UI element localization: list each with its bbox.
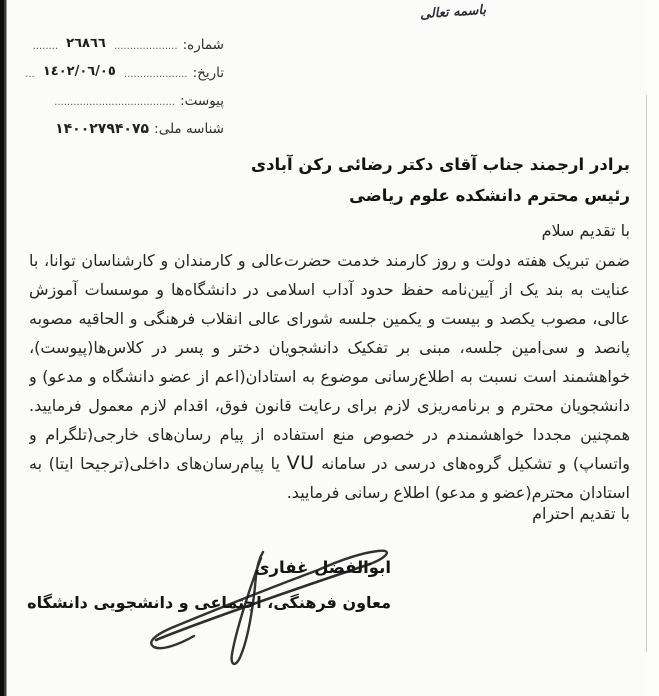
field-row-national-id	[12, 117, 224, 139]
field-row-number	[12, 33, 224, 55]
vu-system-name: VU	[286, 452, 315, 474]
signatory-block	[27, 558, 391, 613]
body-line: پانصد و سی‌امین جلسه، مبنی بر تفکیک دانشجویان دختر و پسر در کلاس‌ها(پیوست)،	[29, 338, 630, 357]
body-line: استادان محترم(عضو و مدعو) اطلاع رسانی فرمایید.	[286, 483, 630, 502]
scan-left-edge	[0, 0, 7, 696]
national-id-value: ۱۴۰۰۲۷۹۴۰۷۵	[55, 121, 150, 137]
signatory-name: ابوالفضل غفاری	[254, 558, 391, 577]
dotted-leader: ........	[32, 41, 59, 52]
recipient-block	[251, 149, 630, 211]
body-line: عالی، مصوب یکصد و بیست و یکمین جلسه شورای عالی انقلاب فرهنگی و الحاقیه مصوبه	[29, 309, 630, 328]
body-line: عنایت به بند یک از آیین‌نامه حفظ حدود آداب اسلامی در دانشگاه‌ها و موسسات آموزش	[29, 280, 630, 299]
field-row-attachment	[12, 89, 224, 111]
letterhead-fields	[12, 33, 224, 145]
scan-right-rule	[646, 95, 647, 652]
body-line-with-vu	[29, 449, 630, 478]
salutation-line: با تقدیم سلام	[541, 221, 630, 240]
body-line: ضمن تبریک هفته دولت و روز کارمند خدمت حضرت‌عالی و کارمندان و کارشناسان توانا، با	[29, 251, 630, 270]
closing-line: با تقدیم احترام	[532, 504, 630, 523]
body-line: دانشجویان محترم و برنامه‌ریزی لازم برای رعایت قانون فوق، اقدام لازم معمول فرمایید.	[29, 396, 630, 415]
recipient-name-line: برادر ارجمند جناب آقای دکتر رضائی رکن آبادی	[250, 155, 630, 174]
body-line-segment: یا پیام‌رسان‌های داخلی(ترجیحا ایتا) به	[29, 454, 280, 473]
dotted-leader: ...	[25, 69, 35, 80]
bismillah-calligraphy: باسمه تعالی	[419, 2, 487, 23]
dotted-leader: ....................	[113, 41, 178, 52]
date-label: تاریخ:	[192, 65, 224, 81]
attachment-label: پیوست:	[180, 93, 224, 109]
national-id-label: شناسه ملی:	[154, 121, 224, 137]
number-label: شماره:	[182, 37, 224, 53]
body-line-segment: واتساپ) و تشکیل گروه‌های درسی در سامانه	[314, 454, 630, 473]
date-value: ١٤٠٢/٠٦/٠٥	[42, 64, 116, 79]
number-value: ٢٦٨٦٦	[66, 36, 106, 51]
body-line: خواهشمند است نسبت به اطلاع‌رسانی موضوع به استادان(اعم از عضو دانشگاه و مدعو) و	[29, 367, 630, 386]
dotted-leader: ....................	[123, 69, 188, 80]
scan-right-margin	[647, 0, 659, 696]
signatory-title: معاون فرهنگی، اجتماعی و دانشجویی دانشگاه	[27, 593, 391, 612]
field-row-date	[12, 61, 224, 83]
recipient-title-line: رئیس محترم دانشکده علوم ریاضی	[349, 186, 630, 205]
dotted-leader: ......................................	[54, 97, 175, 108]
letter-body	[29, 246, 630, 507]
body-line: همچنین مجددا خواهشمندم در خصوص منع استفاده از پیام رسان‌های خارجی(تلگرام و	[29, 425, 630, 444]
